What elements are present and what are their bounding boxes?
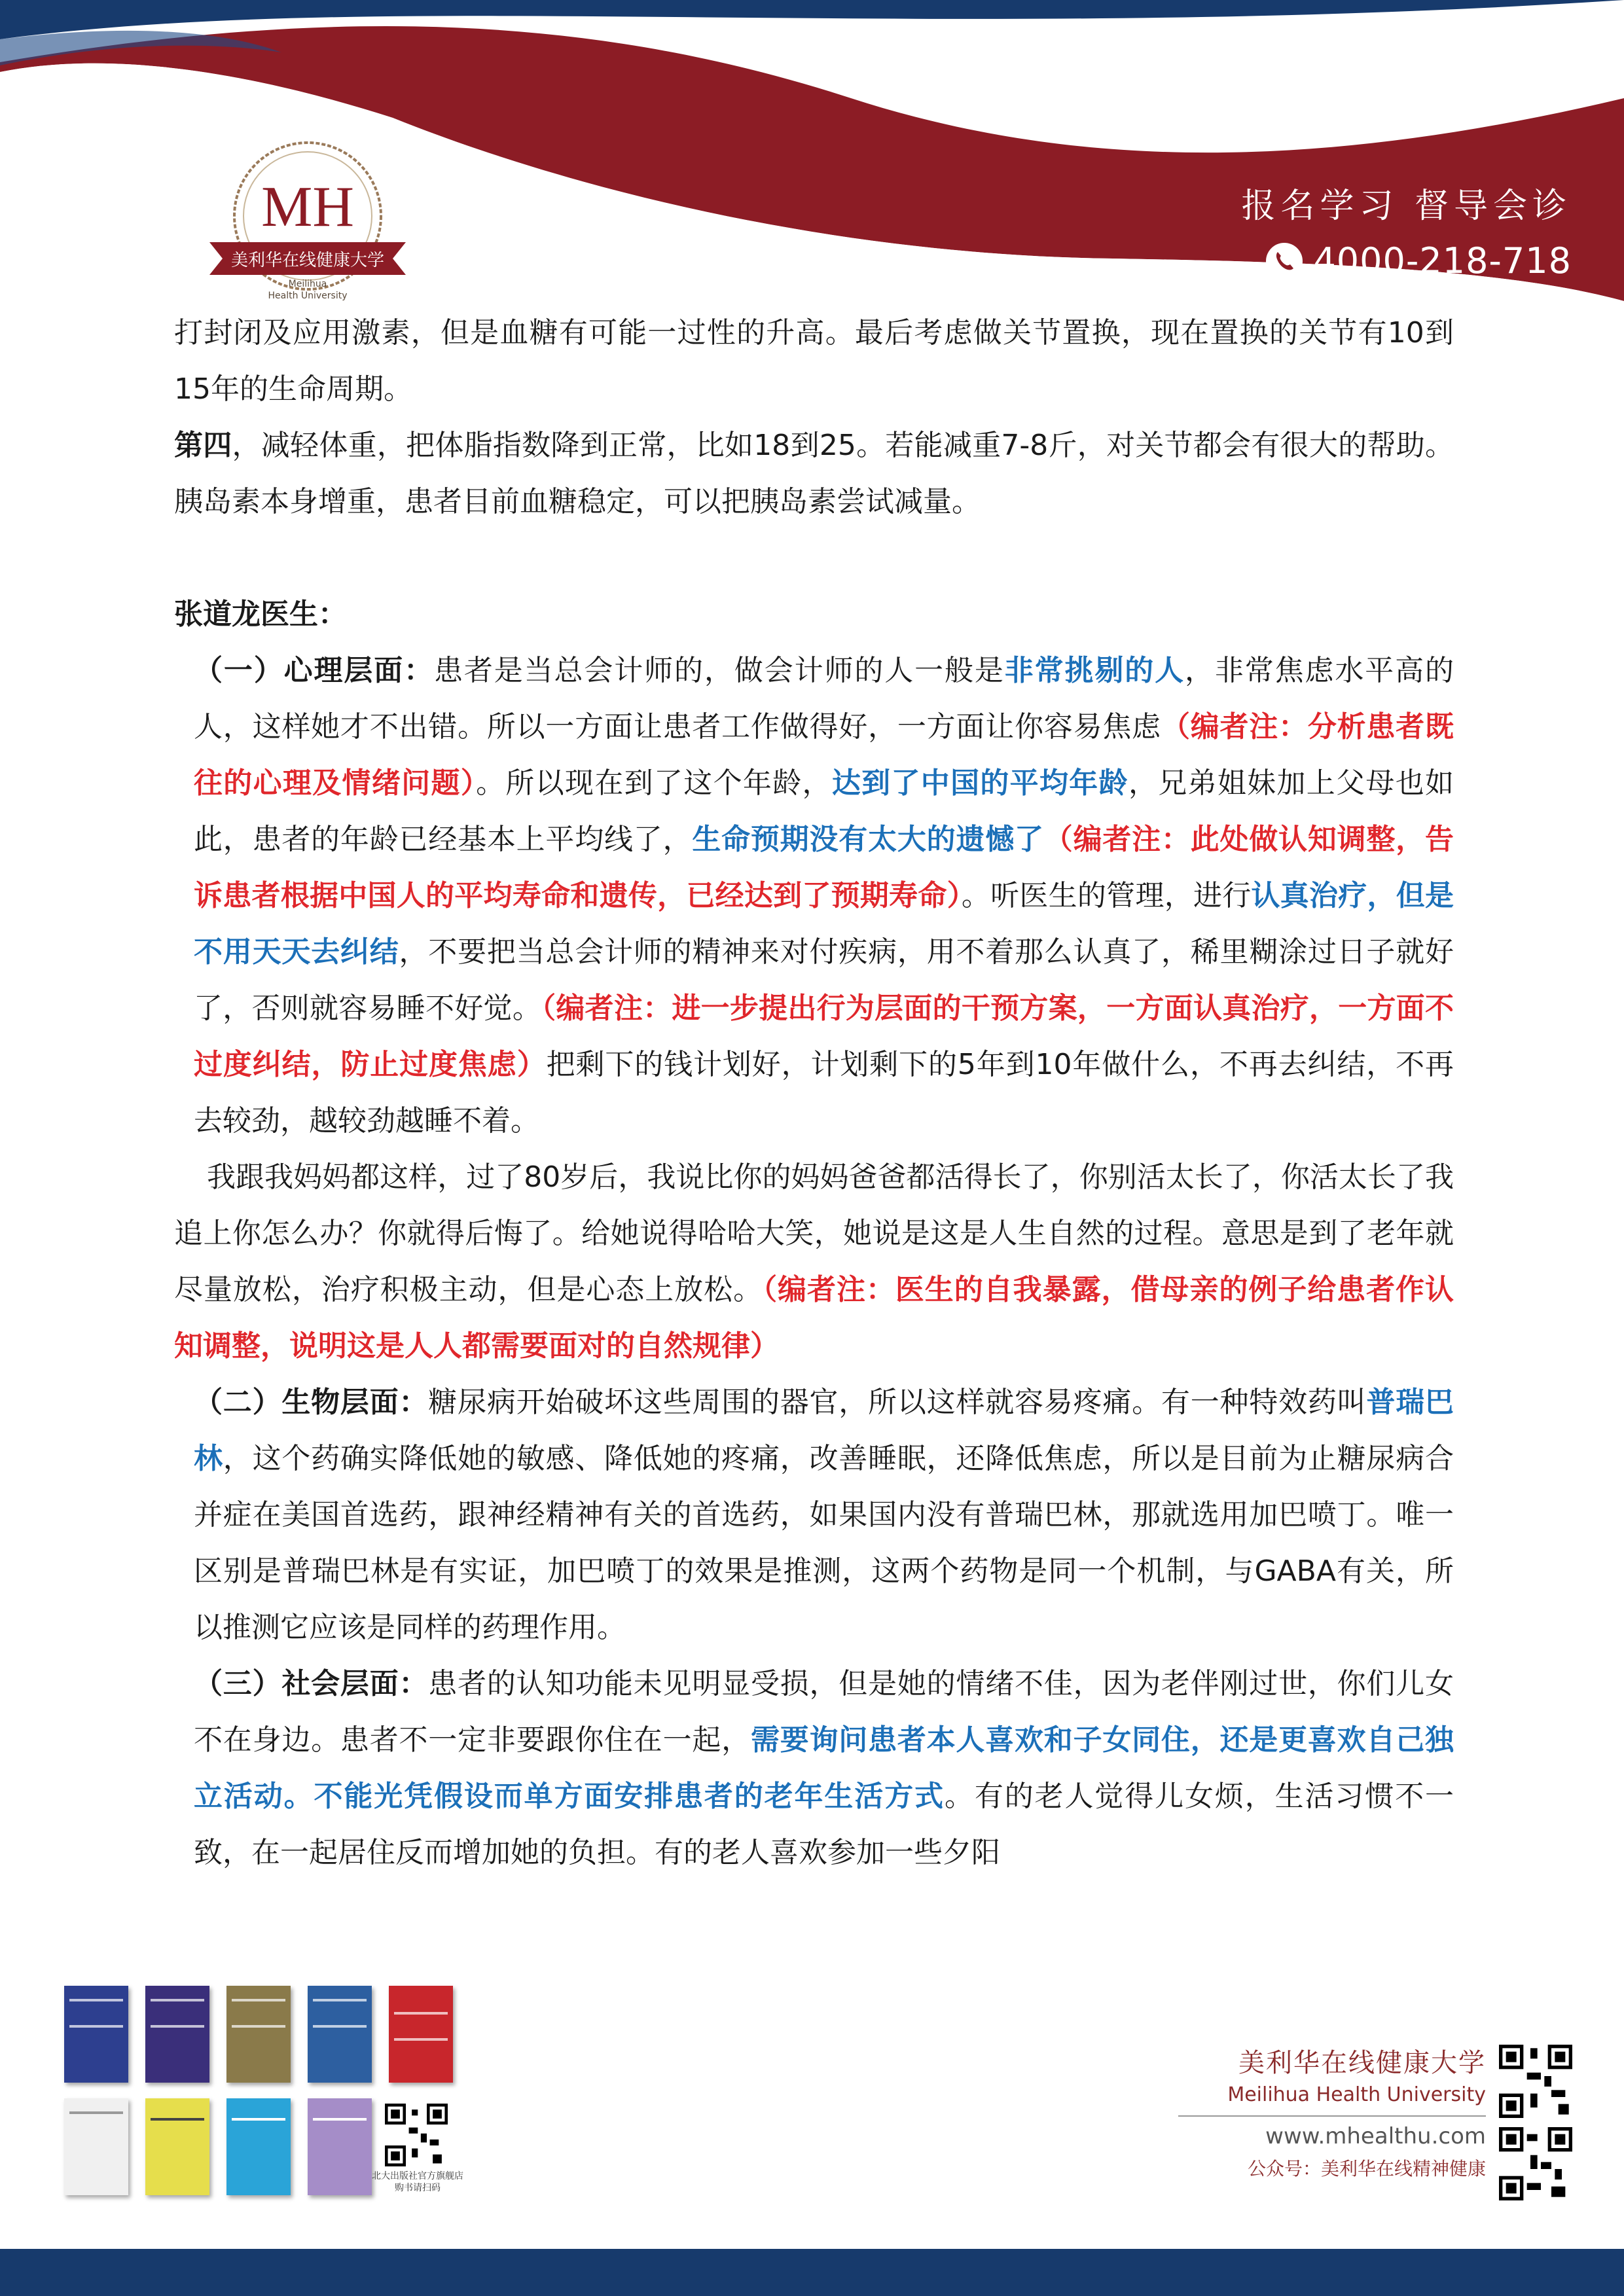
university-name-en: Meilihua Health University [1227,2083,1486,2106]
svg-text:Meilihua: Meilihua [288,279,327,289]
phone-number[interactable]: 4000-218-718 [1313,240,1572,281]
svg-text:美利华在线健康大学: 美利华在线健康大学 [230,251,385,270]
university-name-cn: 美利华在线健康大学 [1238,2048,1486,2078]
section-label-fourth: 第四 [174,429,232,462]
svg-text:Health University: Health University [268,291,348,301]
bookstore-qr-icon[interactable] [385,2104,448,2166]
book-cover[interactable] [389,1986,453,2083]
university-qr-icon[interactable] [1499,2045,1572,2118]
section-label-psychological: （一）心理层面： [194,654,435,687]
editor-note: （编者注：医生的自我暴露，借母亲的例子给患者作认知调整，说明这是人人都需要面对的自然规律） [174,1273,1454,1363]
book-cover[interactable] [64,2098,128,2195]
psychological-section: （一）心理层面：患者是当总会计师的，做会计师的人一般是非常挑剔的人，非常焦虑水平高的人，这样她才不出错。所以一方面让患者工作做得好，一方面让你容易焦虑（编者注：分析患者既往的心理及情绪问题）。所以现在到了这个年龄，达到了中国的平均年龄，兄弟姐妹加上父母也如此，患者的年龄已经基本上平均线了，生命预期没有太大的遗憾了（编者注：此处做认知调整，告诉患者根据中国人的平均寿命和遗传，已经达到了预期寿命）。听医生的管理，进行认真治疗，但是不用天天去纠结，不要把当总会计师的精神来对付疾病，用不着那么认真了，稀里糊涂过日子就好了，否则就容易睡不好觉。（编者注：进一步提出行为层面的干预方案，一方面认真治疗，一方面不过度纠结，防止过度焦虑）把剩下的钱计划好，计划剩下的5年到10年做什么，不再去纠结，不再去较劲，越较劲越睡不着。 [194,654,1454,1138]
book-cover[interactable] [226,1986,291,2083]
paragraph-1: 打封闭及应用激素，但是血糖有可能一过性的升高。最后考虑做关节置换，现在置换的关节有10到15年的生命周期。 [174,316,1454,406]
logo-mark-text: MH [261,175,354,239]
mother-anecdote-paragraph: 我跟我妈妈都这样，过了80岁后，我说比你的妈妈爸爸都活得长了，你别活太长了，你活太长了我追上你怎么办？你就得后悔了。给她说得哈哈大笑，她说是这是人生自然的过程。意思是到了老年就尽量放松，治疗积极主动，但是心态上放松。（编者注：医生的自我暴露，借母亲的例子给患者作认知调整，说明这是人人都需要面对的自然规律） [174,1160,1454,1363]
book-cover[interactable] [145,2098,209,2195]
editor-note: （编者注：此处做认知调整，告诉患者根据中国人的平均寿命和遗传，已经达到了预期寿命） [194,823,1454,912]
biological-section: （二）生物层面：糖尿病开始破坏这些周围的器官，所以这样就容易疼痛。有一种特效药叫普瑞巴林，这个药确实降低她的敏感、降低她的疼痛，改善睡眠，还降低焦虑，所以是目前为止糖尿病合并症在美国首选药，跟神经精神有关的首选药，如果国内没有普瑞巴林，那就选用加巴喷丁。唯一区别是普瑞巴林是有实证，加巴喷丁的效果是推测，这两个药物是同一个机制，与GABA有关，所以推测它应该是同样的药理作用。 [194,1386,1454,1644]
article-body [174,305,1454,1881]
section-label-biological: （二）生物层面： [194,1386,429,1419]
paragraph-2: 第四，减轻体重，把体脂指数降到正常，比如18到25。若能减重7-8斤，对关节都会有很大的帮助。胰岛素本身增重，患者目前血糖稳定，可以把胰岛素尝试减量。 [174,429,1454,518]
book-cover[interactable] [308,1986,372,2083]
footer-bar [0,2249,1624,2296]
social-section: （三）社会层面：患者的认知功能未见明显受损，但是她的情绪不佳，因为老伴刚过世，你们儿女不在身边。患者不一定非要跟你住在一起，需要询问患者本人喜欢和子女同住，还是更喜欢自己独立活动。不能光凭假设而单方面安排患者的老年生活方式。有的老人觉得儿女烦，生活习惯不一致，在一起居住反而增加她的负担。有的老人喜欢参加一些夕阳 [194,1667,1454,1869]
book-covers [64,1986,463,2208]
phone-icon [1265,242,1304,281]
section-label-social: （三）社会层面： [194,1667,429,1700]
header-slogan: 报名学习 督导会诊 [1241,187,1572,226]
header-contact [1205,178,1572,281]
editor-note: （编者注：分析患者既往的心理及情绪问题） [194,710,1454,800]
wechat-account: 公众号：美利华在线精神健康 [1247,2158,1486,2179]
editor-note: （编者注：进一步提出行为层面的干预方案，一方面认真治疗，一方面不过度纠结，防止过度焦虑） [194,992,1454,1081]
book-cover[interactable] [145,1986,209,2083]
phone-row [1205,240,1572,281]
mh-logo [196,137,419,314]
bookstore-caption: 北大出版社官方旗舰店 购书请扫码 [372,2171,463,2193]
website-link[interactable]: www.mhealthu.com [1265,2123,1486,2149]
book-cover[interactable] [308,2098,372,2195]
university-info [1178,2042,1486,2181]
wechat-qr-icon[interactable] [1499,2127,1572,2200]
book-cover[interactable] [226,2098,291,2195]
book-cover[interactable] [64,1986,128,2083]
doctor-heading: 张道龙医生： [174,598,347,631]
